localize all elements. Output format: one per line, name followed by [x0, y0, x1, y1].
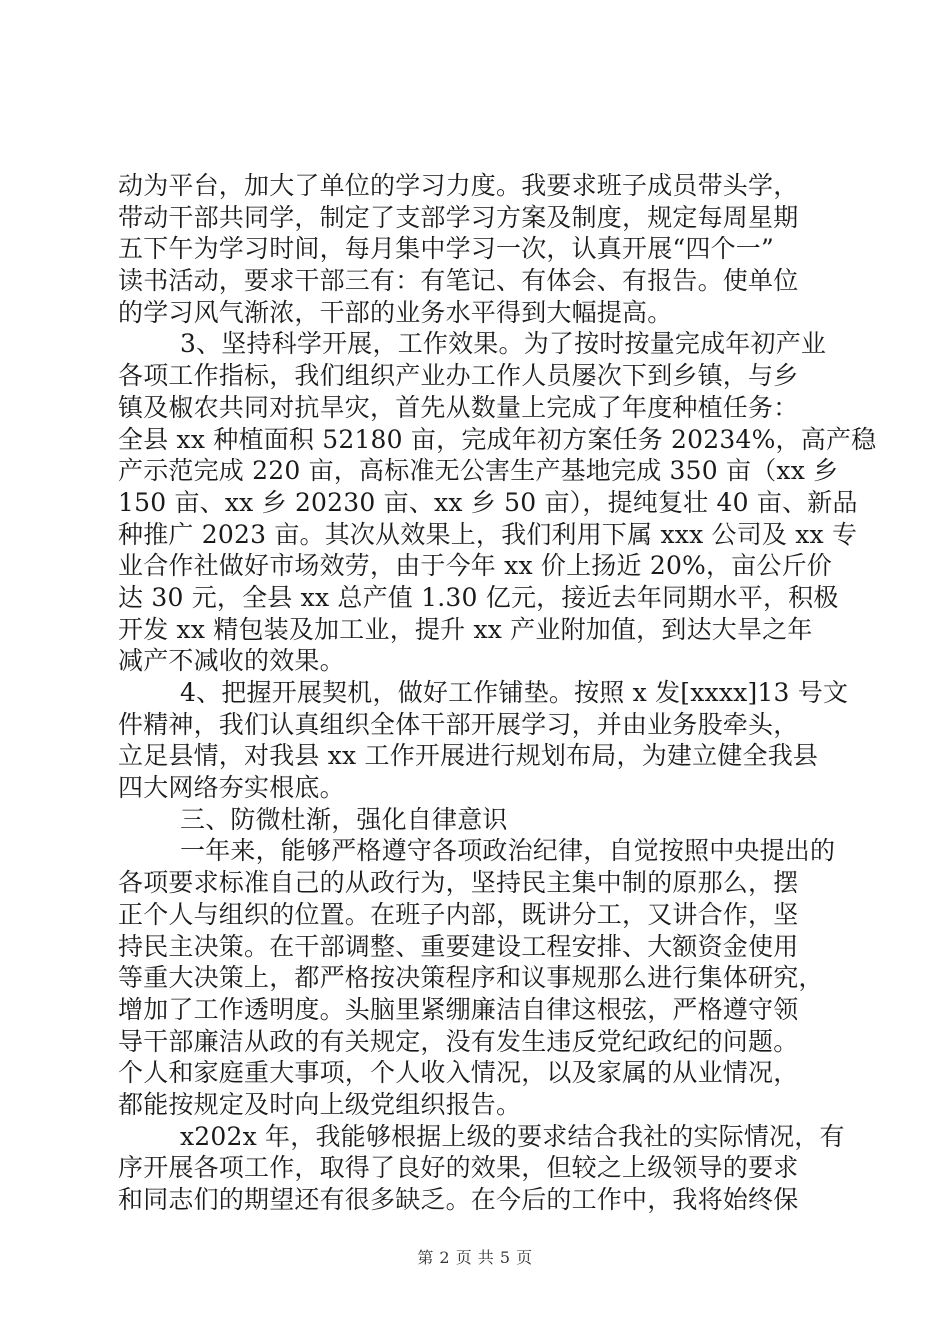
- text-line: 镇及椒农共同对抗旱灾，首先从数量上完成了年度种植任务：: [118, 392, 799, 422]
- text-line: 正个人与组织的位置。在班子内部，既讲分工，又讲合作，坚: [118, 899, 799, 929]
- text-line: 增加了工作透明度。头脑里紧绷廉洁自律这根弦，严格遵守领: [118, 994, 799, 1024]
- body-text: [118, 170, 877, 1216]
- text-line: 等重大决策上，都严格按决策程序和议事规那么进行集体研究，: [118, 963, 824, 993]
- paragraph-start: x202x 年，我能够根据上级的要求结合我社的实际情况，有: [180, 1121, 845, 1151]
- text-line: 和同志们的期望还有很多缺乏。在今后的工作中，我将始终保: [118, 1185, 799, 1214]
- text-line: 四大网络夯实根底。: [118, 773, 345, 803]
- text-line: 都能按规定及时向上级党组织报告。: [118, 1089, 522, 1119]
- text-line: 带动干部共同学，制定了支部学习方案及制度，规定每周星期: [118, 202, 799, 232]
- text-line: 各项工作指标，我们组织产业办工作人员屡次下到乡镇，与乡: [118, 361, 799, 391]
- text-line: 业合作社做好市场效劳，由于今年 xx 价上扬近 20%，亩公斤价: [118, 551, 833, 581]
- text-line: 持民主决策。在干部调整、重要建设工程安排、大额资金使用: [118, 931, 799, 961]
- paragraph-start: 4、把握开展契机，做好工作铺垫。按照 x 发[xxxx]13 号文: [180, 678, 849, 707]
- text-line: 立足县情，对我县 xx 工作开展进行规划布局，为建立健全我县: [118, 741, 819, 771]
- text-line: 个人和家庭重大事项，个人收入情况，以及家属的从业情况，: [118, 1058, 799, 1088]
- text-line: 各项要求标准自己的从政行为，坚持民主集中制的原那么，摆: [118, 868, 799, 898]
- text-line: 件精神，我们认真组织全体干部开展学习，并由业务股牵头，: [118, 709, 799, 739]
- text-line: 导干部廉洁从政的有关规定，没有发生违反党纪政纪的问题。: [118, 1026, 799, 1056]
- section-heading: 三、防微杜渐，强化自律意识: [180, 804, 508, 834]
- text-line: 动为平台，加大了单位的学习力度。我要求班子成员带头学，: [118, 171, 799, 200]
- text-line: 产示范完成 220 亩，高标准无公害生产基地完成 350 亩（xx 乡: [118, 456, 839, 486]
- text-line: 开发 xx 精包装及加工业，提升 xx 产业附加值，到达大旱之年: [118, 614, 813, 644]
- text-line: 的学习风气渐浓，干部的业务水平得到大幅提高。: [118, 297, 673, 327]
- text-line: 读书活动，要求干部三有：有笔记、有体会、有报告。使单位: [118, 266, 799, 296]
- text-line: 五下午为学习时间，每月集中学习一次，认真开展“四个一”: [118, 234, 774, 264]
- text-line: 150 亩、xx 乡 20230 亩、xx 乡 50 亩），提纯复壮 40 亩、新品: [118, 487, 858, 517]
- page-number-footer: 第 2 页 共 5 页: [417, 1248, 533, 1267]
- paragraph-start: 一年来，能够严格遵守各项政治纪律，自觉按照中央提出的: [180, 836, 836, 866]
- text-line: 减产不减收的效果。: [118, 646, 345, 676]
- text-line: 种推广 2023 亩。其次从效果上，我们利用下属 xxx 公司及 xx 专: [118, 519, 858, 549]
- text-line: 达 30 元，全县 xx 总产值 1.30 亿元，接近去年同期水平，积极: [118, 582, 839, 612]
- text-line: 序开展各项工作，取得了良好的效果，但较之上级领导的要求: [118, 1153, 799, 1183]
- paragraph-start: 3、坚持科学开展，工作效果。为了按时按量完成年初产业: [180, 329, 827, 359]
- text-line: 全县 xx 种植面积 52180 亩，完成年初方案任务 20234%，高产稳: [118, 424, 877, 454]
